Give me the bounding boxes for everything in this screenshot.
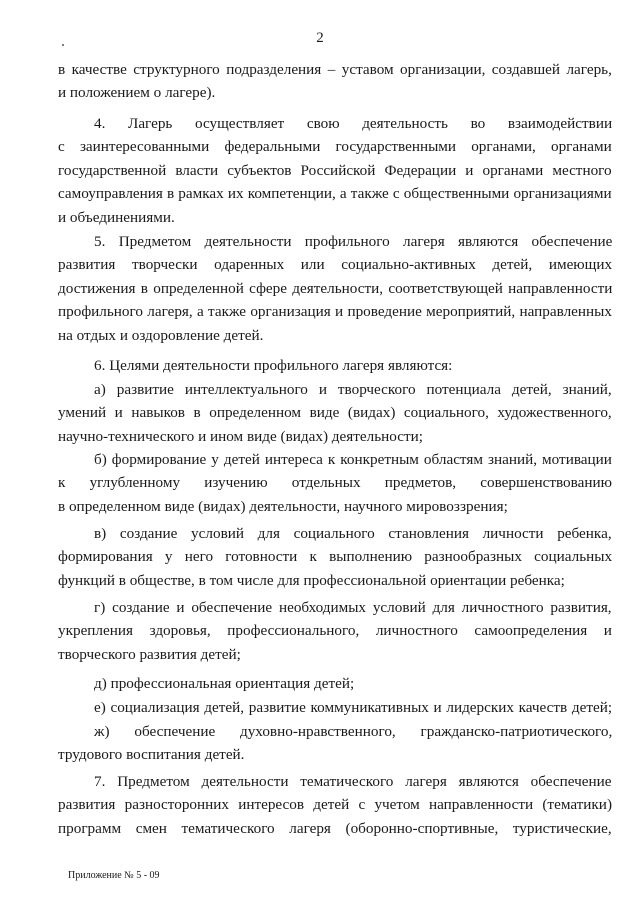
text-line: в) создание условий для социального становления личности ребенка, [94, 525, 612, 542]
text-line: развития творчески одаренных или социально-активных детей, имеющих [58, 256, 613, 274]
paragraph-6zh [58, 720, 612, 767]
paragraph-7 [58, 770, 612, 840]
text-line: достижения в определенной сфере деятельности, соответствующей направленности [58, 279, 613, 297]
text-line: 4. Лагерь осуществляет свою деятельность во взаимодействии [94, 115, 613, 132]
paragraph-6v [58, 522, 612, 592]
text-line: формирования у него готовности к выполнению разнообразных социальных [58, 548, 613, 566]
text-line: профильного лагеря, а также организация и проведение мероприятий, направленных [58, 303, 612, 321]
text-line: научно-технического и ином виде (видах) деятельности; [58, 427, 423, 445]
paragraph-6e [58, 696, 612, 719]
page-number: 2 [316, 30, 324, 46]
text-line: укрепления здоровья, профессионального, личностного самоопределения и [58, 622, 612, 640]
text-line: и объединениями. [58, 208, 175, 226]
paragraph-6d [58, 672, 612, 695]
text-line: самоуправления в рамках их компетенции, а также с общественными организациями [58, 185, 612, 203]
text-line: на отдых и оздоровление детей. [58, 326, 264, 344]
paragraph-5 [58, 230, 612, 347]
paragraph-continuation [58, 58, 612, 105]
text-line: е) социализация детей, развитие коммуникативных и лидерских качеств детей; [94, 699, 613, 716]
text-line: а) развитие интеллектуального и творческого потенциала детей, знаний, [94, 381, 612, 398]
text-line: государственной власти субъектов Российской Федерации и органами местного [58, 161, 612, 179]
text-line: развития разносторонних интересов детей с учетом направленности (тематики) [58, 796, 612, 814]
text-line: б) формирование у детей интереса к конкретным областям знаний, мотивации [94, 451, 612, 468]
footer-note: Приложение № 5 - 09 [68, 870, 160, 881]
paragraph-4 [58, 112, 612, 229]
text-line: в определенном виде (видах) деятельности, научного мировоззрения; [58, 497, 508, 515]
text-line: умений и навыков в определенном виде (видах) социального, художественного, [58, 404, 612, 422]
text-line: и положением о лагере). [58, 84, 216, 102]
text-line: к углубленному изучению отдельных предметов, совершенствованию [58, 474, 612, 492]
text-line: трудового воспитания детей. [58, 746, 245, 764]
text-line: в качестве структурного подразделения – уставом организации, создавшей лагерь, [58, 61, 612, 78]
text-line: 7. Предметом деятельности тематического лагеря являются обеспечение [94, 773, 612, 790]
text-line: 6. Целями деятельности профильного лагеря являются: [94, 357, 453, 374]
text-line: г) создание и обеспечение необходимых условий для личностного развития, [94, 599, 612, 616]
text-line: ж) обеспечение духовно-нравственного, гражданско-патриотического, [94, 723, 613, 740]
text-line: программ смен тематического лагеря (оборонно-спортивные, туристические, [58, 819, 612, 837]
paragraph-6g [58, 596, 612, 666]
paragraph-6 [58, 354, 612, 377]
scan-speck [62, 44, 64, 46]
paragraph-6b [58, 448, 612, 518]
text-line: с заинтересованными федеральными государственными органами, органами [58, 138, 612, 156]
text-line: творческого развития детей; [58, 645, 241, 663]
paragraph-6a [58, 378, 612, 448]
text-line: функций в обществе, в том числе для профессиональной ориентации ребенка; [58, 571, 565, 589]
text-line: д) профессиональная ориентация детей; [94, 675, 355, 692]
text-line: 5. Предметом деятельности профильного лагеря являются обеспечение [94, 233, 613, 250]
